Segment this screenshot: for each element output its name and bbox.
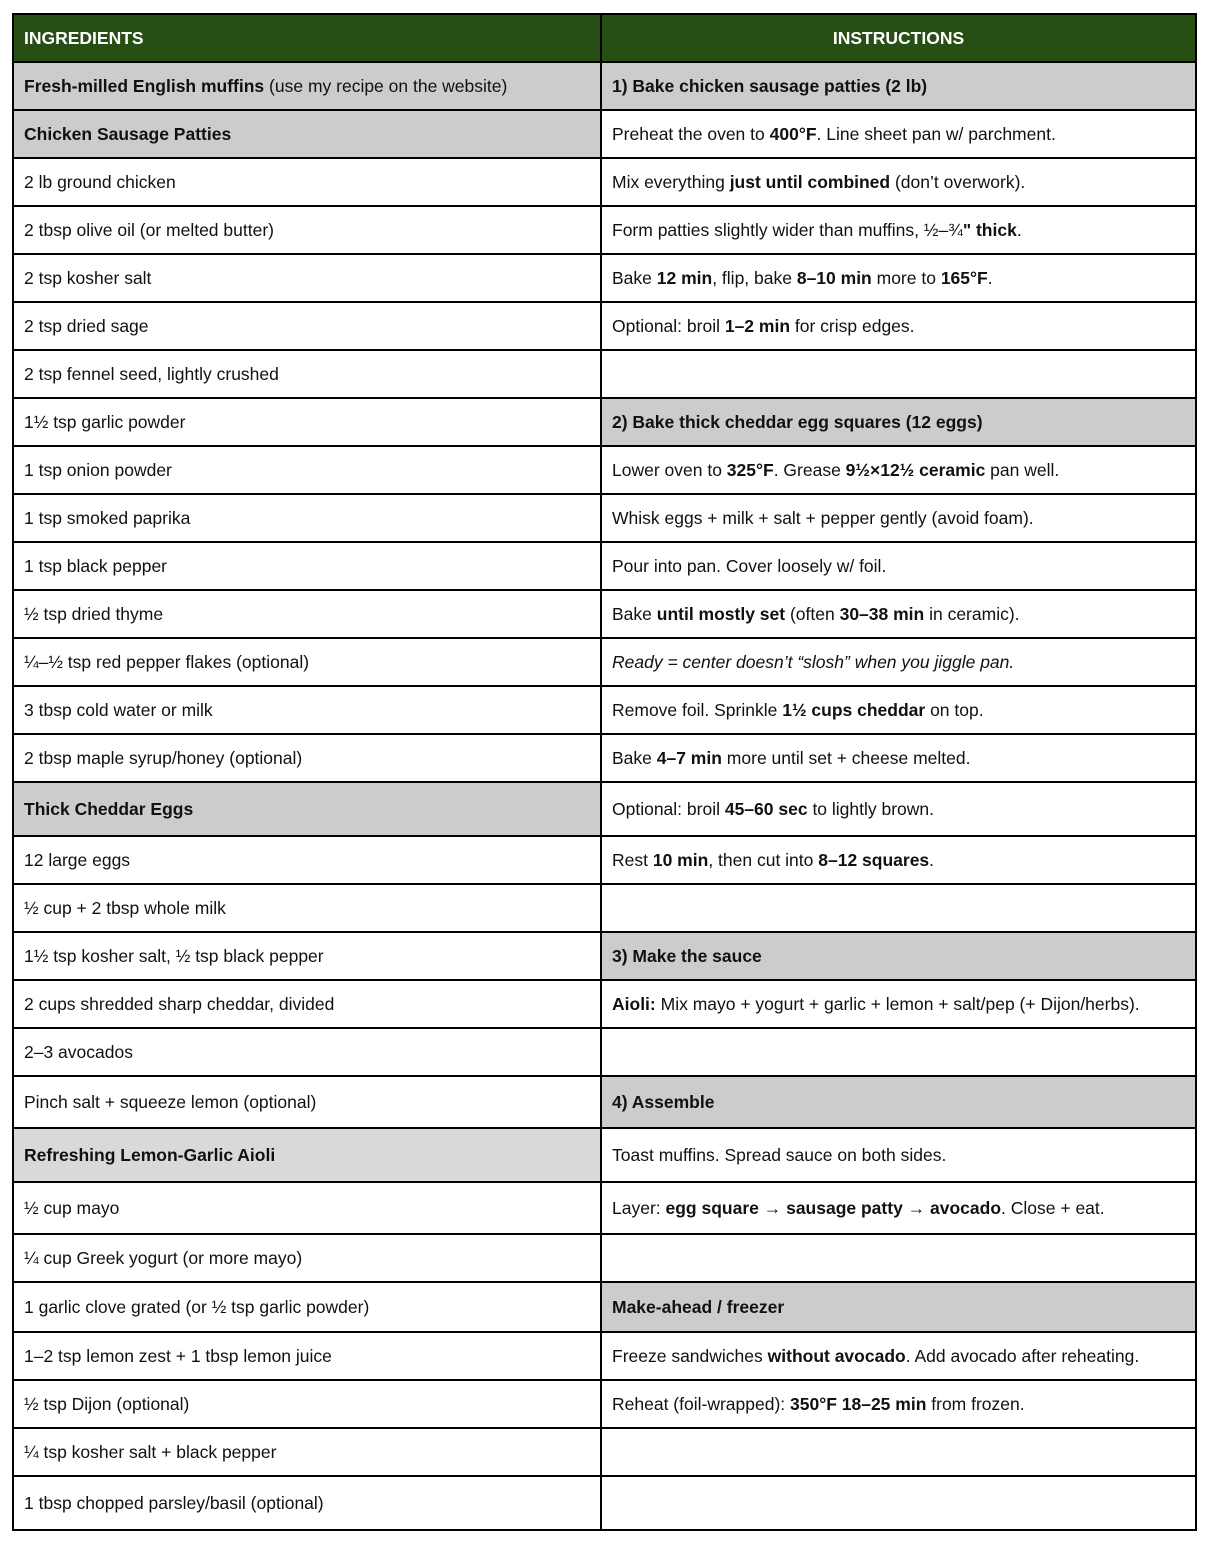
cell-text: 1 tsp onion powder <box>24 459 172 480</box>
cell-text: ½ tsp Dijon (optional) <box>24 1393 190 1414</box>
table-row <box>13 1428 1196 1476</box>
cell-text: Lower oven to <box>612 459 727 480</box>
cell-text: Preheat the oven to <box>612 123 770 144</box>
ingredient-cell <box>13 734 601 782</box>
table-row <box>13 836 1196 884</box>
ingredient-cell <box>13 638 601 686</box>
cell-text: ¼ tsp kosher salt + black pepper <box>24 1441 277 1462</box>
header-row <box>13 14 1196 62</box>
cell-text: 4–7 min <box>656 747 722 768</box>
cell-text: Make-ahead / freezer <box>612 1296 785 1317</box>
cell-text: 3) Make the sauce <box>612 945 762 966</box>
cell-text: Pour into pan. Cover loosely w/ foil. <box>612 555 887 576</box>
ingredient-cell <box>13 206 601 254</box>
table-row <box>13 446 1196 494</box>
recipe-table <box>12 13 1197 1531</box>
instruction-cell <box>601 1076 1196 1128</box>
table-row <box>13 1282 1196 1332</box>
ingredient-cell <box>13 1234 601 1282</box>
cell-text: , flip, bake <box>712 267 797 288</box>
cell-text: Pinch salt + squeeze lemon (optional) <box>24 1091 317 1112</box>
cell-text: Ready = center doesn’t “slosh” when you jiggle pan. <box>612 651 1015 672</box>
cell-text: without avocado <box>767 1345 906 1366</box>
cell-text: Whisk eggs + milk + salt + pepper gently (avoid foam). <box>612 507 1034 528</box>
cell-text: ½ cup + 2 tbsp whole milk <box>24 897 226 918</box>
instruction-cell <box>601 1128 1196 1182</box>
cell-text: pan well. <box>985 459 1060 480</box>
cell-text: Bake <box>612 603 657 624</box>
ingredient-cell <box>13 398 601 446</box>
cell-text: (don’t overwork). <box>890 171 1026 192</box>
cell-text: Mix everything <box>612 171 730 192</box>
instruction-cell <box>601 110 1196 158</box>
cell-text: Bake <box>612 747 657 768</box>
cell-text: Thick Cheddar Eggs <box>24 798 194 819</box>
cell-text: ½ tsp dried thyme <box>24 603 164 624</box>
cell-text: 1 tsp black pepper <box>24 555 168 576</box>
instruction-cell <box>601 1380 1196 1428</box>
ingredient-cell <box>13 62 601 110</box>
cell-text: 2 lb ground chicken <box>24 171 176 192</box>
cell-text: Freeze sandwiches <box>612 1345 768 1366</box>
ingredient-cell <box>13 980 601 1028</box>
cell-text: 3 tbsp cold water or milk <box>24 699 213 720</box>
instruction-cell <box>601 254 1196 302</box>
ingredient-cell <box>13 1128 601 1182</box>
cell-text: Reheat (foil-wrapped): <box>612 1393 790 1414</box>
ingredient-cell <box>13 1028 601 1076</box>
ingredient-cell <box>13 1182 601 1234</box>
cell-text: 1 garlic clove grated (or ½ tsp garlic powder) <box>24 1296 370 1317</box>
instruction-cell <box>601 494 1196 542</box>
cell-text: Toast muffins. Spread sauce on both sides. <box>612 1144 947 1165</box>
cell-text: " thick <box>962 219 1017 240</box>
ingredient-cell <box>13 782 601 836</box>
cell-text: 1) Bake chicken sausage patties (2 lb) <box>612 75 928 96</box>
cell-text: for crisp edges. <box>790 315 915 336</box>
instruction-cell <box>601 158 1196 206</box>
cell-text: . Close + eat. <box>1001 1197 1105 1218</box>
instruction-cell <box>601 62 1196 110</box>
cell-text: Bake <box>612 267 657 288</box>
table-row <box>13 158 1196 206</box>
cell-text: egg square → sausage patty → avocado <box>665 1197 1002 1218</box>
ingredient-cell <box>13 350 601 398</box>
cell-text: from frozen. <box>926 1393 1025 1414</box>
cell-text: 2 cups shredded sharp cheddar, divided <box>24 993 335 1014</box>
ingredient-cell <box>13 542 601 590</box>
cell-text: 1 tbsp chopped parsley/basil (optional) <box>24 1492 324 1513</box>
table-row <box>13 1182 1196 1234</box>
cell-text: Optional: broil <box>612 315 725 336</box>
cell-text: on top. <box>925 699 984 720</box>
cell-text: . Line sheet pan w/ parchment. <box>816 123 1056 144</box>
ingredient-cell <box>13 1076 601 1128</box>
cell-text: 1½ tsp kosher salt, ½ tsp black pepper <box>24 945 324 966</box>
table-row <box>13 638 1196 686</box>
instruction-cell <box>601 638 1196 686</box>
cell-text: 8–12 squares <box>818 849 930 870</box>
instruction-cell <box>601 932 1196 980</box>
cell-text: 9½×12½ ceramic <box>845 459 986 480</box>
table-row <box>13 686 1196 734</box>
instruction-cell <box>601 302 1196 350</box>
instruction-cell <box>601 686 1196 734</box>
cell-text: ½ cup mayo <box>24 1197 120 1218</box>
cell-text: Chicken Sausage Patties <box>24 123 232 144</box>
ingredient-cell <box>13 932 601 980</box>
cell-text: , then cut into <box>708 849 819 870</box>
instruction-cell <box>601 446 1196 494</box>
ingredient-cell <box>13 884 601 932</box>
cell-text: 1–2 tsp lemon zest + 1 tbsp lemon juice <box>24 1345 332 1366</box>
ingredient-cell <box>13 1380 601 1428</box>
ingredient-cell <box>13 1282 601 1332</box>
ingredient-cell <box>13 1428 601 1476</box>
cell-text: 2 tbsp olive oil (or melted butter) <box>24 219 274 240</box>
cell-text: Form patties slightly wider than muffins, ½–¾ <box>612 219 963 240</box>
instruction-cell <box>601 206 1196 254</box>
cell-text: 12 min <box>656 267 713 288</box>
ingredient-cell <box>13 836 601 884</box>
cell-text: 2–3 avocados <box>24 1041 133 1062</box>
cell-text: more to <box>871 267 941 288</box>
instruction-cell <box>601 1182 1196 1234</box>
table-row <box>13 1380 1196 1428</box>
cell-text: 325°F <box>726 459 774 480</box>
table-row <box>13 1028 1196 1076</box>
cell-text: ¼–½ tsp red pepper flakes (optional) <box>24 651 310 672</box>
cell-text: Rest <box>612 849 653 870</box>
cell-text: 2 tsp fennel seed, lightly crushed <box>24 363 279 384</box>
cell-text: Optional: broil <box>612 798 725 819</box>
table-row <box>13 1128 1196 1182</box>
ingredient-cell <box>13 686 601 734</box>
cell-text: . <box>929 849 935 870</box>
cell-text: Mix mayo + yogurt + garlic + lemon + salt/pep (+ Dijon/herbs). <box>655 993 1140 1014</box>
table-row <box>13 932 1196 980</box>
table-row <box>13 1476 1196 1530</box>
cell-text: 1 tsp smoked paprika <box>24 507 191 528</box>
table-row <box>13 884 1196 932</box>
cell-text: 350°F 18–25 min <box>790 1393 927 1414</box>
table-row <box>13 590 1196 638</box>
instruction-cell <box>601 884 1196 932</box>
cell-text: Refreshing Lemon-Garlic Aioli <box>24 1144 276 1165</box>
cell-text: Remove foil. Sprinkle <box>612 699 783 720</box>
ingredient-cell <box>13 1476 601 1530</box>
ingredient-cell <box>13 158 601 206</box>
instruction-cell <box>601 1428 1196 1476</box>
cell-text: 2) Bake thick cheddar egg squares (12 eggs) <box>612 411 983 432</box>
table-row <box>13 110 1196 158</box>
cell-text: Layer: <box>612 1197 666 1218</box>
ingredient-cell <box>13 110 601 158</box>
ingredients-header: INGREDIENTS <box>13 14 601 62</box>
instructions-header: INSTRUCTIONS <box>601 14 1196 62</box>
table-row <box>13 254 1196 302</box>
cell-text: (use my recipe on the website) <box>264 75 508 96</box>
instruction-cell <box>601 398 1196 446</box>
table-row <box>13 206 1196 254</box>
table-row <box>13 1076 1196 1128</box>
cell-text: 1½ tsp garlic powder <box>24 411 186 432</box>
table-row <box>13 1332 1196 1380</box>
table-row <box>13 62 1196 110</box>
instruction-cell <box>601 980 1196 1028</box>
instruction-cell <box>601 836 1196 884</box>
table-row <box>13 398 1196 446</box>
instruction-cell <box>601 1332 1196 1380</box>
cell-text: 10 min <box>652 849 709 870</box>
table-row <box>13 1234 1196 1282</box>
table-row <box>13 782 1196 836</box>
ingredient-cell <box>13 302 601 350</box>
ingredient-cell <box>13 254 601 302</box>
ingredient-cell <box>13 494 601 542</box>
cell-text: until mostly set <box>656 603 786 624</box>
ingredient-cell <box>13 446 601 494</box>
cell-text: ¼ cup Greek yogurt (or more mayo) <box>24 1247 303 1268</box>
table-row <box>13 734 1196 782</box>
table-row <box>13 350 1196 398</box>
instruction-cell <box>601 542 1196 590</box>
instruction-cell <box>601 782 1196 836</box>
cell-text: 2 tbsp maple syrup/honey (optional) <box>24 747 303 768</box>
cell-text: . <box>987 267 993 288</box>
ingredient-cell <box>13 1332 601 1380</box>
cell-text: 400°F <box>769 123 817 144</box>
cell-text: (often <box>785 603 840 624</box>
cell-text: 2 tsp kosher salt <box>24 267 152 288</box>
cell-text: in ceramic). <box>924 603 1020 624</box>
instruction-cell <box>601 734 1196 782</box>
table-row <box>13 980 1196 1028</box>
cell-text: 2 tsp dried sage <box>24 315 149 336</box>
cell-text: to lightly brown. <box>807 798 935 819</box>
instruction-cell <box>601 1028 1196 1076</box>
cell-text: Aioli: <box>612 993 656 1014</box>
cell-text: 8–10 min <box>796 267 872 288</box>
cell-text: . Grease <box>773 459 846 480</box>
cell-text: . <box>1016 219 1022 240</box>
cell-text: 1½ cups cheddar <box>782 699 926 720</box>
cell-text: 12 large eggs <box>24 849 131 870</box>
cell-text: more until set + cheese melted. <box>721 747 971 768</box>
cell-text: 4) Assemble <box>612 1091 715 1112</box>
cell-text: 30–38 min <box>839 603 925 624</box>
table-row <box>13 302 1196 350</box>
table-body <box>13 62 1196 1530</box>
cell-text: just until combined <box>729 171 891 192</box>
instruction-cell <box>601 1476 1196 1530</box>
ingredient-cell <box>13 590 601 638</box>
instruction-cell <box>601 1234 1196 1282</box>
cell-text: 45–60 sec <box>724 798 808 819</box>
instruction-cell <box>601 1282 1196 1332</box>
table-row <box>13 494 1196 542</box>
cell-text: . Add avocado after reheating. <box>905 1345 1140 1366</box>
table-row <box>13 542 1196 590</box>
cell-text: 1–2 min <box>724 315 791 336</box>
instruction-cell <box>601 350 1196 398</box>
instruction-cell <box>601 590 1196 638</box>
cell-text: Fresh-milled English muffins <box>24 75 265 96</box>
cell-text: 165°F <box>940 267 988 288</box>
